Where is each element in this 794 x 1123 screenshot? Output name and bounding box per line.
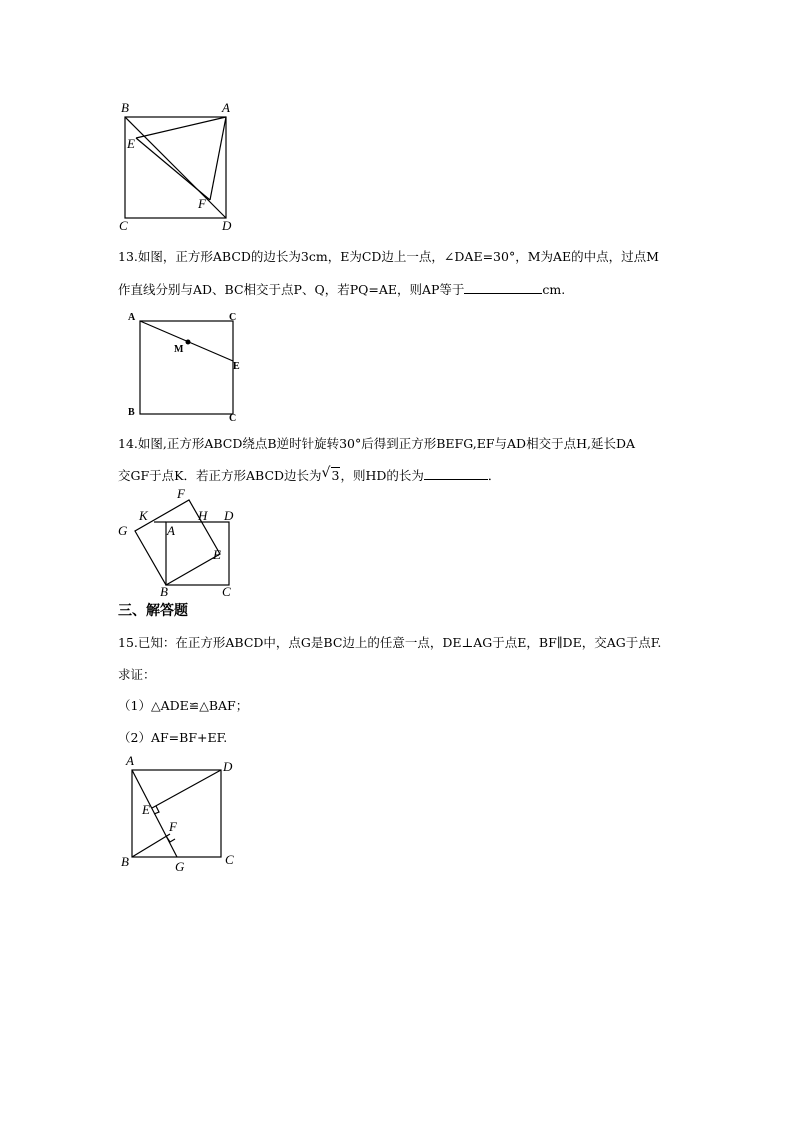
q13-line1: 13.如图，正方形ABCD的边长为3cm，E为CD边上一点，∠DAE=30°，M为AE的中点，过点M [118, 249, 659, 264]
label-c: C [222, 584, 231, 599]
q15-line4: （2）AF=BF+EF. [118, 730, 228, 745]
q15-line1: 15.已知：在正方形ABCD中，点G是BC边上的任意一点，DE⊥AG于点E，BF∥DE，交AG于点F. [118, 635, 662, 650]
label-a: A [222, 100, 230, 115]
right-angle-mark-f [166, 836, 175, 842]
segment-a-f [210, 117, 226, 200]
sqrt-expression [322, 467, 341, 485]
label-f: F [169, 819, 177, 834]
label-c: C [225, 852, 234, 867]
label-e: E [213, 547, 221, 562]
label-f: F [177, 486, 185, 501]
q13-line2 [118, 280, 738, 299]
label-f: F [198, 196, 206, 211]
q14-line1: 14.如图,正方形ABCD绕点B逆时针旋转30°后得到正方形BEFG,EF与AD相交于点H,延长DA [118, 436, 635, 451]
segment-b-d [125, 117, 226, 218]
q14-line2-end: ． [487, 468, 501, 483]
segment-e-f [136, 138, 210, 200]
square-outline [140, 321, 233, 414]
q14-line2-mid: ，则HD的长为 [340, 468, 424, 483]
label-c-bottom: C [229, 413, 237, 424]
segment-d-e [152, 770, 221, 808]
figure-q12 [115, 98, 245, 238]
label-c-top: C [229, 312, 237, 323]
label-c: C [119, 218, 128, 233]
segment-b-f [132, 834, 170, 857]
q13-line2-unit: cm. [542, 282, 566, 297]
label-b: B [121, 854, 129, 869]
label-a: A [128, 312, 136, 323]
label-b: B [121, 100, 129, 115]
point-m [186, 340, 191, 345]
q13-answer-blank[interactable] [464, 280, 542, 294]
label-e: E [233, 361, 240, 372]
label-m: M [174, 344, 184, 355]
label-a: A [167, 523, 175, 538]
label-d: D [223, 759, 233, 774]
figure-q13 [120, 308, 250, 423]
label-k: K [139, 508, 148, 523]
q14-line2-text: 交GF于点K．若正方形ABCD边长为 [118, 468, 322, 483]
figure-q15 [115, 752, 245, 874]
label-g: G [175, 859, 185, 874]
q14-line2 [118, 466, 738, 485]
segment-e-a [136, 117, 226, 138]
label-d: D [224, 508, 234, 523]
q15-line3: （1）△ADE≌△BAF； [118, 698, 249, 713]
label-b: B [128, 407, 135, 418]
sqrt-icon: √ [321, 465, 331, 481]
label-h: H [198, 508, 208, 523]
sqrt-radicand: 3 [331, 468, 340, 483]
label-g: G [118, 523, 128, 538]
q13-line2-text: 作直线分别与AD、BC相交于点P、Q，若PQ=AE，则AP等于 [118, 282, 465, 297]
q14-answer-blank[interactable] [424, 466, 488, 480]
figure-q14 [115, 488, 250, 600]
label-d: D [222, 218, 232, 233]
label-a: A [126, 753, 134, 768]
section-heading-answers: 三、解答题 [118, 603, 188, 619]
label-e: E [127, 136, 135, 151]
label-e: E [142, 802, 150, 817]
label-b: B [160, 584, 168, 599]
q15-line2: 求证： [118, 667, 156, 682]
